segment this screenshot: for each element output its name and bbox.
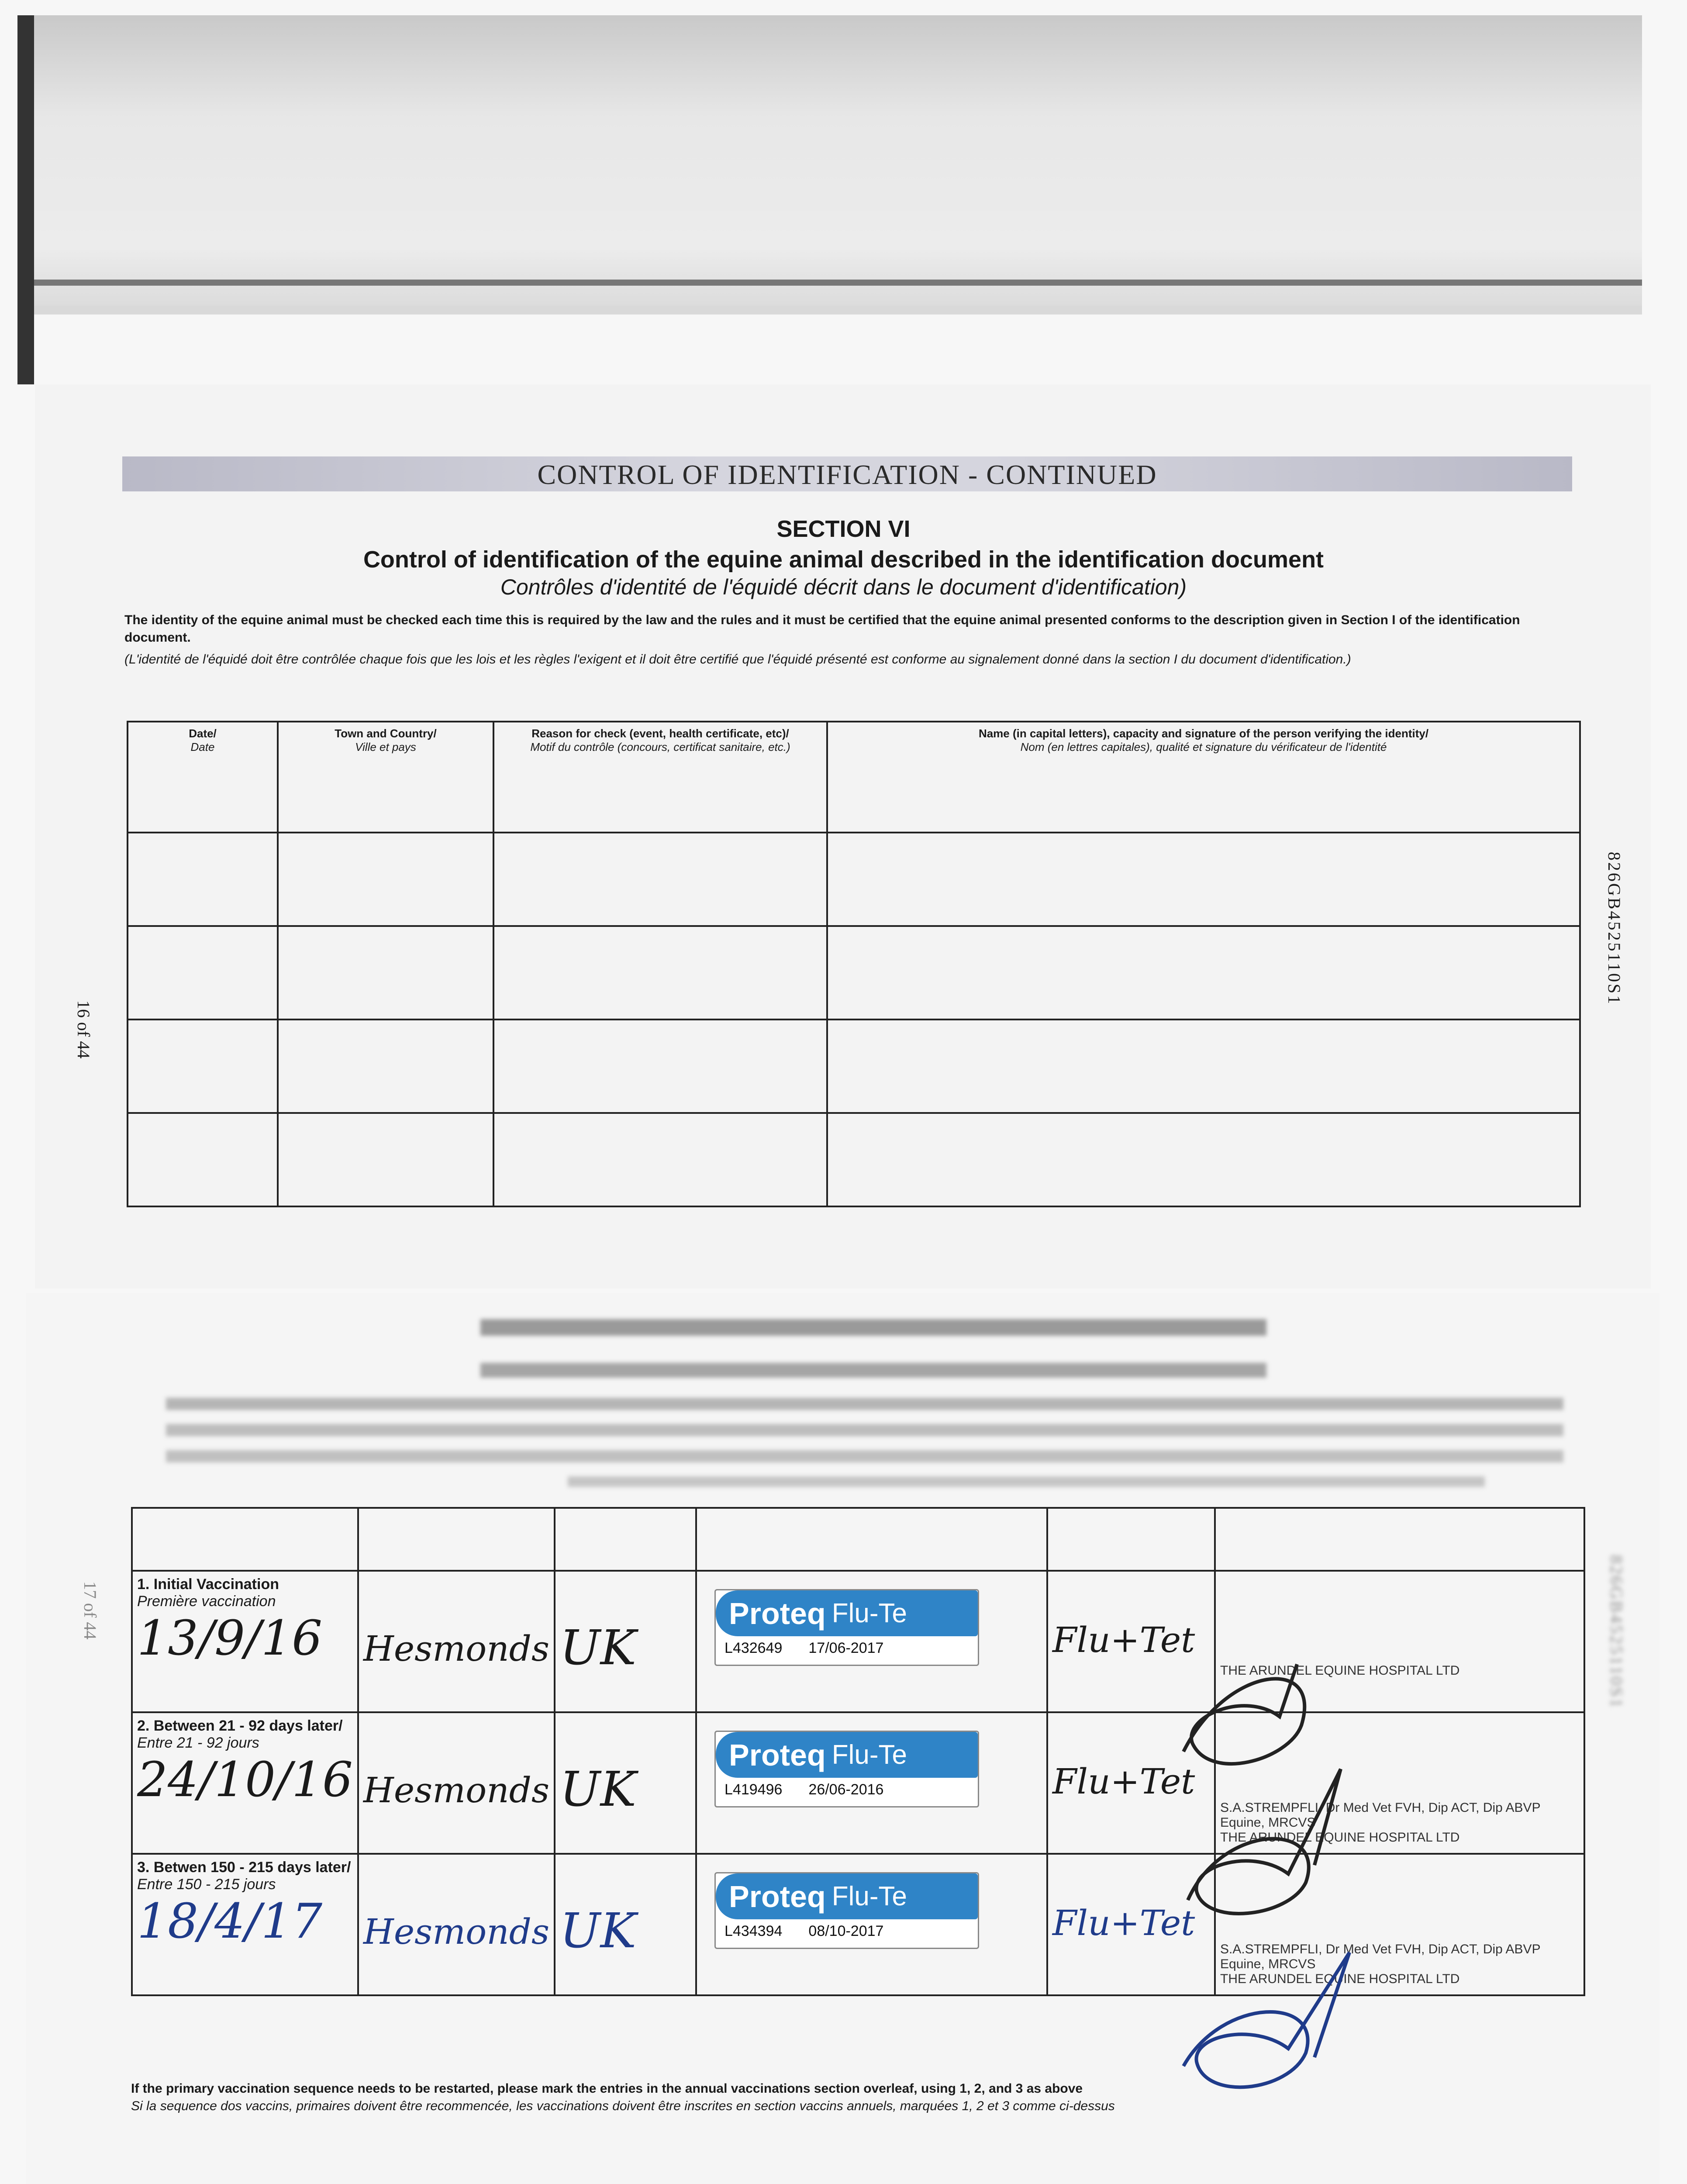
blurred-heading-fr bbox=[480, 1363, 1266, 1378]
vaccine-sticker: Proteq Flu-Te L434394 08/10-2017 bbox=[714, 1872, 979, 1949]
place-cell[interactable] bbox=[358, 1712, 555, 1854]
instructions-text-fr: (L'identité de l'équidé doit être contrôlée chaque fois que les lois et les règles l'exigent et il doit être certifié que l'équidé présenté est conforme au signalement donné dans la section I du document d'identification.) bbox=[124, 652, 1351, 667]
page-number-bottom: 17 of 44 bbox=[80, 1581, 100, 1640]
cell[interactable] bbox=[128, 833, 278, 926]
disease-handwritten: Flu+Tet bbox=[1052, 1903, 1195, 1943]
cell[interactable] bbox=[493, 833, 827, 926]
section-title: SECTION VI bbox=[776, 516, 911, 542]
country-handwritten: UK bbox=[560, 1903, 636, 1959]
date-handwritten: 24/10/16 bbox=[137, 1752, 353, 1807]
date-cell[interactable] bbox=[132, 1571, 358, 1712]
vaccine-cell[interactable] bbox=[696, 1712, 1047, 1854]
cell[interactable] bbox=[827, 833, 1580, 926]
col-disease bbox=[1047, 1508, 1215, 1571]
country-cell[interactable] bbox=[555, 1571, 696, 1712]
blurred-text bbox=[166, 1424, 1563, 1436]
date-handwritten: 13/9/16 bbox=[137, 1610, 323, 1666]
date-cell[interactable] bbox=[132, 1854, 358, 1995]
vet-stamp: THE ARUNDEL EQUINE HOSPITAL LTD bbox=[1220, 1663, 1460, 1678]
table-row bbox=[128, 926, 1580, 1019]
step-label: 3. Betwen 150 - 215 days later/ Entre 150 - 215 jours bbox=[137, 1859, 351, 1893]
table-row bbox=[128, 1019, 1580, 1113]
country-cell[interactable] bbox=[555, 1712, 696, 1854]
footer-note: If the primary vaccination sequence needs to be restarted, please mark the entries in the annual vaccinations section overleaf, using 1, 2, and 3 as above bbox=[131, 2081, 1083, 2096]
vaccine-sticker: Proteq Flu-Te L432649 17/06-2017 bbox=[714, 1589, 979, 1666]
vet-signature bbox=[1157, 1638, 1376, 2140]
vaccine-cell[interactable] bbox=[696, 1854, 1047, 1995]
page-edge-shadow bbox=[17, 306, 1642, 314]
country-handwritten: UK bbox=[560, 1761, 636, 1817]
col-place bbox=[358, 1508, 555, 1571]
place-cell[interactable] bbox=[358, 1854, 555, 1995]
instructions-text: The identity of the equine animal must be checked each time this is required by the law and the rules and it must be certified that the equine animal presented conforms to the description given in Section I of the identification document. bbox=[124, 613, 1520, 645]
col-date: Date/ Date bbox=[128, 722, 278, 833]
binding-shadow bbox=[17, 15, 34, 384]
page-edge bbox=[17, 280, 1642, 286]
footer-note-fr: Si la sequence dos vaccins, primaires doivent être recommencée, les vaccinations doivent être inscrites en section vaccins annuels, marquées 1, 2 et 3 comme ci-dessus bbox=[131, 2099, 1115, 2113]
cell[interactable] bbox=[827, 926, 1580, 1019]
date-cell[interactable] bbox=[132, 1712, 358, 1854]
disease-handwritten: Flu+Tet bbox=[1052, 1620, 1195, 1660]
cell[interactable] bbox=[493, 1113, 827, 1206]
blurred-heading bbox=[480, 1319, 1266, 1336]
section-subtitle: Control of identification of the equine animal described in the identification document bbox=[363, 546, 1324, 573]
disease-handwritten: Flu+Tet bbox=[1052, 1761, 1195, 1802]
date-handwritten: 18/4/17 bbox=[137, 1893, 323, 1949]
country-handwritten: UK bbox=[560, 1620, 636, 1676]
vaccine-sticker: Proteq Flu-Te L419496 26/06-2016 bbox=[714, 1731, 979, 1807]
blurred-text bbox=[166, 1398, 1563, 1410]
col-vaccine bbox=[696, 1508, 1047, 1571]
cell[interactable] bbox=[827, 1113, 1580, 1206]
col-date bbox=[132, 1508, 358, 1571]
col-town-country: Town and Country/ Ville et pays bbox=[278, 722, 493, 833]
col-verifier: Name (in capital letters), capacity and signature of the person verifying the identity/ Nom (en lettres capitales), qualité et signature du vérificateur de l'identité bbox=[827, 722, 1580, 833]
country-cell[interactable] bbox=[555, 1854, 696, 1995]
ueln-number-faded: 826GB4525110S1 bbox=[1607, 1555, 1626, 1709]
section-subtitle-fr: Contrôles d'identité de l'équidé décrit dans le document d'identification) bbox=[500, 575, 1187, 599]
cell[interactable] bbox=[128, 926, 278, 1019]
place-handwritten: Hesmonds bbox=[363, 1628, 550, 1669]
col-country bbox=[555, 1508, 696, 1571]
cell[interactable] bbox=[493, 926, 827, 1019]
step-label: 2. Between 21 - 92 days later/ Entre 21 - 92 jours bbox=[137, 1717, 343, 1751]
place-handwritten: Hesmonds bbox=[363, 1911, 550, 1952]
vet-stamp-line1: S.A.STREMPFLI, Dr Med Vet FVH, Dip ACT, Dip ABVP Equine, MRCVS bbox=[1220, 1942, 1541, 1971]
top-page-fold bbox=[17, 15, 1642, 306]
cell[interactable] bbox=[493, 1019, 827, 1113]
vet-stamp-line1: S.A.STREMPFLI, Dr Med Vet FVH, Dip ACT, Dip ABVP Equine, MRCVS bbox=[1220, 1800, 1541, 1830]
cell[interactable] bbox=[827, 1019, 1580, 1113]
col-reason: Reason for check (event, health certificate, etc)/ Motif du contrôle (concours, certificat sanitaire, etc.) bbox=[493, 722, 827, 833]
cell[interactable] bbox=[128, 1113, 278, 1206]
cell[interactable] bbox=[278, 926, 493, 1019]
step-label: 1. Initial Vaccination Première vaccination bbox=[137, 1576, 279, 1610]
banner-title: CONTROL OF IDENTIFICATION - CONTINUED bbox=[537, 459, 1157, 490]
identification-check-table bbox=[127, 721, 1581, 1207]
col-veterinarian bbox=[1215, 1508, 1584, 1571]
vet-stamp-line2: THE ARUNDEL EQUINE HOSPITAL LTD bbox=[1220, 1830, 1460, 1845]
table-row bbox=[128, 833, 1580, 926]
ueln-number: 826GB4525110S1 bbox=[1604, 852, 1624, 1006]
cell[interactable] bbox=[278, 1113, 493, 1206]
table-row bbox=[128, 1113, 1580, 1206]
place-cell[interactable] bbox=[358, 1571, 555, 1712]
blurred-text bbox=[166, 1450, 1563, 1462]
cell[interactable] bbox=[278, 833, 493, 926]
vaccine-cell[interactable] bbox=[696, 1571, 1047, 1712]
cell[interactable] bbox=[128, 1019, 278, 1113]
place-handwritten: Hesmonds bbox=[363, 1770, 550, 1811]
page-number-top: 16 of 44 bbox=[74, 1000, 93, 1059]
blurred-text bbox=[568, 1476, 1485, 1487]
cell[interactable] bbox=[278, 1019, 493, 1113]
vet-stamp-line2: THE ARUNDEL EQUINE HOSPITAL LTD bbox=[1220, 1972, 1460, 1986]
